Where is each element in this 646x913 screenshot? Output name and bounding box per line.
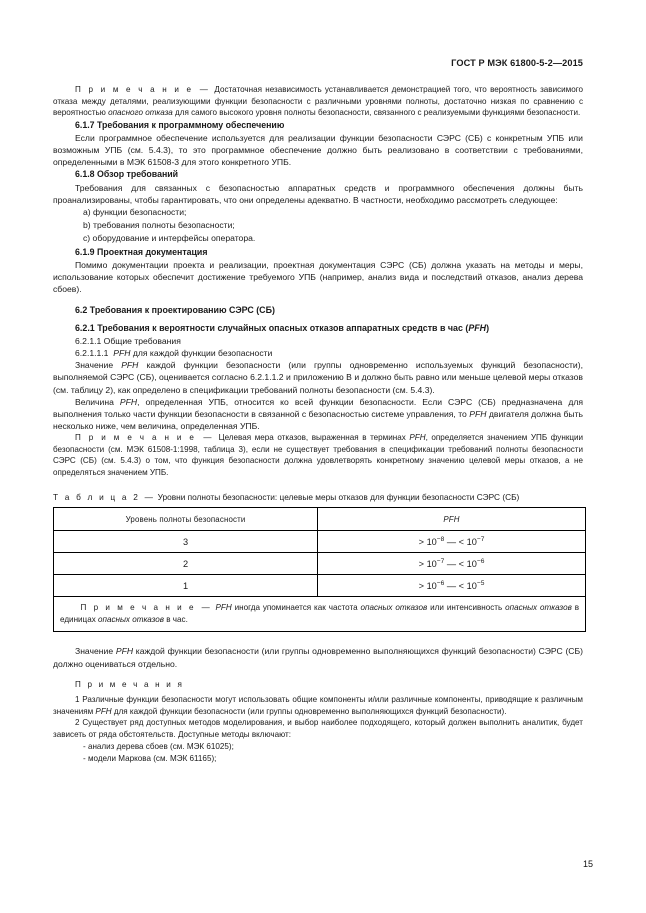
spacer-before-notes xyxy=(53,670,583,679)
table-cell-sil: 3 xyxy=(54,531,318,553)
pfh-gt: > xyxy=(418,558,424,569)
pfh-high-base: 10 xyxy=(466,580,477,591)
note-item-1 xyxy=(53,694,583,717)
para-6-1-7: Если программное обеспечение используется для реализации функции безопасности СЭРС (СБ) с конкретным УПБ или возможным УПБ (см. 5.4.3), то это программное обеспечение должно быть реализовано в соответствии с требованиями, определенными в МЭК 61508-3 для этого конкретного УПБ. xyxy=(53,133,583,168)
heading-6-2-1-1: 6.2.1.1 Общие требования xyxy=(75,336,181,347)
notes-plural-label xyxy=(53,679,583,691)
table-note-it4: опасных отказов xyxy=(98,614,164,624)
table-2-caption-label: Т а б л и ц а 2 xyxy=(53,492,141,503)
note-text-b: для самого высокого уровня полноты безопасности, связанного с реализуемыми функциями безопасности. xyxy=(175,108,581,118)
note2-dash: — xyxy=(203,432,212,442)
para-pfh-magnitude-tail: двигателя должна быть несколько ниже, чем величина, определенная УПБ. xyxy=(53,408,584,431)
table-cell-sil: 1 xyxy=(54,575,318,597)
table-2 xyxy=(53,507,586,632)
heading-6-2-1-1-1-pfh: PFH xyxy=(113,348,131,359)
table-column-header-pfh xyxy=(318,508,586,531)
note-item-1-pre: 1 Различные функции безопасности могут использовать общие компоненты и/или различные компоненты, приводящие к различным значениям xyxy=(53,695,583,716)
note-item-2: 2 Существует ряд доступных методов моделирования, и выбор наиболее подходящего, который должен выполнить аналитик, будет зависеть от ряда обстоятельств. Доступные методы включают: xyxy=(53,718,583,740)
table-note-mid1: иногда упоминается как частота xyxy=(234,603,358,613)
heading-6-2: 6.2 Требования к проектированию СЭРС (СБ) xyxy=(75,305,275,316)
table-note-mid3: в единицах xyxy=(60,603,580,624)
heading-6-1-7: 6.1.7 Требования к программному обеспечению xyxy=(75,119,285,130)
note2-label: П р и м е ч а н и е xyxy=(75,432,197,442)
document-header: ГОСТ Р МЭК 61800-5-2—2015 xyxy=(451,58,583,68)
table-note-it2: опасных xyxy=(505,603,538,613)
pfh-gt: > xyxy=(418,536,424,547)
heading-6-1-9: 6.1.9 Проектная документация xyxy=(75,246,208,257)
pfh-high-base: 10 xyxy=(466,536,477,547)
para-after-table xyxy=(53,645,583,669)
table-note-dash: — xyxy=(201,603,210,613)
pfh-low-base: 10 xyxy=(426,558,437,569)
pfh-lt: < xyxy=(458,580,465,591)
para-pfh-value-tail: каждой функции безопасности (или группы одновременно используемых функций безопасности), выполняемой СЭРС (СБ), оценивается согласно 6.2.1.1.2 и приложению В и должно быть равно или меньше целевой меры отказов (см. таблицу 2), как определено в спецификации требований полноты безопасности (см. 5.4.3). xyxy=(53,360,583,395)
table-2-note xyxy=(54,597,586,632)
pfh-range-dash: — xyxy=(446,536,457,547)
note-target-failure-measure xyxy=(53,432,583,478)
notes-plural-label-text: П р и м е ч а н и я xyxy=(75,679,185,689)
spacer-after-table xyxy=(53,632,583,645)
page-content xyxy=(53,0,583,766)
page-number: 15 xyxy=(582,859,593,869)
pfh-high-exp: −5 xyxy=(476,579,485,587)
para-pfh-value xyxy=(53,359,583,395)
table-row xyxy=(54,531,586,553)
heading-6-2-1-1-1-post: для каждой функции безопасности xyxy=(132,348,273,359)
heading-6-2-1-pfh: PFH xyxy=(468,322,487,333)
table-note-it1: опасных отказов xyxy=(360,603,428,613)
heading-6-2-1-pre: 6.2.1 Требования к вероятности случайных опасных отказов аппаратных средств в час ( xyxy=(75,322,469,333)
note-independence xyxy=(53,84,583,119)
table-row xyxy=(54,575,586,597)
table-note-label: П р и м е ч а н и е xyxy=(80,603,196,613)
list-item-b: b) требования полноты безопасности; xyxy=(83,220,235,231)
para-pfh-value-pfh: PFH xyxy=(121,360,139,371)
table-2-caption-text: Уровни полноты безопасности: целевые меры отказов для функции безопасности СЭРС (СБ) xyxy=(157,492,520,503)
para-pfh-magnitude-pfh1: PFH xyxy=(119,396,138,407)
para-pfh-value-pre: Значение xyxy=(75,360,114,371)
heading-6-2-1-post: ) xyxy=(486,322,490,333)
pfh-lt: < xyxy=(458,536,465,547)
note-item-1-tail: для каждой функции безопасности (или группы одновременно выполняющихся функций безопасности). xyxy=(113,706,507,716)
note-item-2-list-1: - анализ дерева сбоев (см. МЭК 61025); xyxy=(83,741,234,751)
para-after-table-tail: каждой функции безопасности (или группы одновременно выполняющихся функций безопасности) СЭРС (СБ) должно оцениваться отдельно. xyxy=(53,646,584,669)
para-after-table-pfh: PFH xyxy=(115,646,134,657)
para-pfh-magnitude-pre: Величина xyxy=(75,396,114,407)
para-after-table-pre: Значение xyxy=(75,646,114,657)
heading-6-1-8: 6.1.8 Обзор требований xyxy=(75,169,179,180)
pfh-high-exp: −6 xyxy=(476,557,485,565)
note-text-italic: опасного отказа xyxy=(108,108,173,118)
para-pfh-magnitude-pfh2: PFH xyxy=(469,408,487,419)
note-dash: — xyxy=(199,85,208,94)
note2-tail: , определяется значением УПБ функции безопасности (см. МЭК 61508-1:1998, таблица 3), если не существует требования в спецификации требований полноты безопасности СЭРС (СБ) (см. 5.4.3) о том, что функция безопасности должна удовлетворять конкретному значению целевой меры отказов, а не определяться значением УПБ. xyxy=(53,432,584,477)
list-item-a: a) функции безопасности; xyxy=(83,207,187,218)
note2-pre: Целевая мера отказов, выраженная в терминах xyxy=(218,432,406,442)
table-note-pfh: PFH xyxy=(215,603,232,613)
pfh-range-dash: — xyxy=(446,558,457,569)
pfh-low-exp: −8 xyxy=(436,535,445,543)
note-item-1-pfh: PFH xyxy=(95,706,112,716)
table-row xyxy=(54,553,586,575)
table-cell-pfh xyxy=(318,553,586,575)
note-text-a: Достаточная независимость устанавливается демонстрацией того, что вероятность зависимого отказа между деталями, реализующими функции безопасности с различными уровнями полноты, достаточно низкая по сравнению с вероятностью xyxy=(53,85,584,118)
table-column-header-sil: Уровень полноты безопасности xyxy=(54,508,318,531)
table-column-header-pfh-text: PFH xyxy=(443,514,460,524)
table-cell-sil: 2 xyxy=(54,553,318,575)
list-item-c: c) оборудование и интерфейсы оператора. xyxy=(83,233,256,244)
table-cell-pfh xyxy=(318,575,586,597)
table-2-caption-dash: — xyxy=(144,492,153,503)
note-label: П р и м е ч а н и е xyxy=(75,85,194,94)
pfh-gt: > xyxy=(418,580,424,591)
table-header-row xyxy=(54,508,586,531)
para-6-1-9: Помимо документации проекта и реализации, проектная документация СЭРС (СБ) должна указать на методы и меры, использование которых обеспечит достижение требуемого УПБ (например, анализ вида и последствий отказов, анализ дерева сбоев). xyxy=(53,260,583,295)
pfh-low-base: 10 xyxy=(426,580,437,591)
para-pfh-magnitude xyxy=(53,396,583,432)
table-2-caption xyxy=(53,491,583,503)
para-6-1-8: Требования для связанных с безопасностью аппаратных средств и программного обеспечения должны быть проанализированы, чтобы гарантировать, что они определены адекватно. В частности, необходимо рассмотреть следующее: xyxy=(53,182,583,205)
heading-6-2-1 xyxy=(53,322,583,335)
note2-pfh: PFH xyxy=(409,432,426,442)
heading-6-2-1-1-1 xyxy=(53,347,583,359)
pfh-high-exp: −7 xyxy=(476,535,485,543)
table-note-mid2: или интенсивность xyxy=(430,603,503,613)
pfh-range-dash: — xyxy=(446,580,457,591)
pfh-high-base: 10 xyxy=(466,558,477,569)
pfh-lt: < xyxy=(458,558,465,569)
heading-6-2-1-1-1-num: 6.2.1.1.1 xyxy=(75,348,109,359)
pfh-low-exp: −7 xyxy=(436,557,445,565)
table-note-it3: отказов xyxy=(540,603,572,613)
table-cell-pfh xyxy=(318,531,586,553)
table-note-tail: в час. xyxy=(166,614,188,624)
spacer-before-6-2 xyxy=(53,295,583,304)
pfh-low-base: 10 xyxy=(426,536,437,547)
spacer-before-table xyxy=(53,478,583,491)
para-pfh-magnitude-mid: , определенная УПБ, относится ко всей функции безопасности. Если СЭРС (СБ) предназначена для выполнения только части функции безопасности в связанной с безопасностью системе управления, то xyxy=(53,396,583,419)
table-note-row xyxy=(54,597,586,632)
pfh-low-exp: −6 xyxy=(436,579,445,587)
note-item-2-list-2: - модели Маркова (см. МЭК 61165); xyxy=(83,754,217,764)
